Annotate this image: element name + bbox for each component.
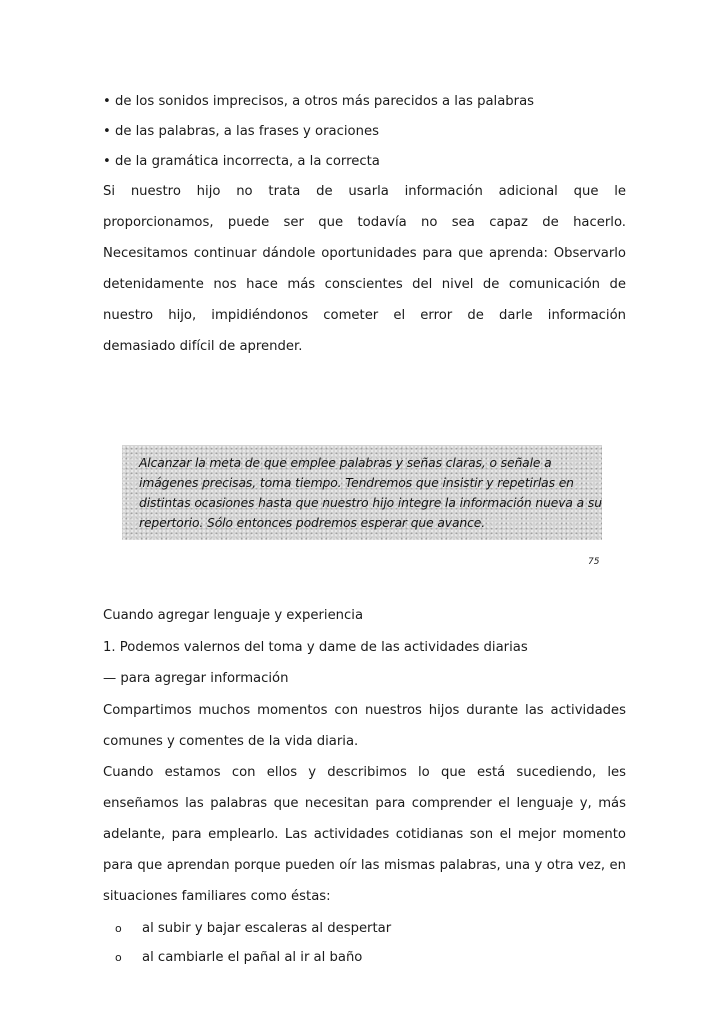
numbered-point: 1. Podemos valernos del toma y dame de las actividades diarias	[103, 640, 528, 655]
paragraph-line: comunes y comentes de la vida diaria.	[103, 734, 359, 749]
sub-list-text: al cambiarle el pañal al ir al baño	[142, 950, 363, 965]
callout-line: Alcanzar la meta de que emplee palabras y señas claras, o señale a	[139, 456, 552, 470]
paragraph-line: adelante, para emplearlo. Las actividades cotidianas son el mejor momento	[103, 827, 626, 842]
point-subtitle: — para agregar información	[103, 671, 289, 686]
paragraph-line: demasiado difícil de aprender.	[103, 339, 303, 354]
bullet-item: • de las palabras, a las frases y oraciones	[103, 124, 379, 139]
callout-line: imágenes precisas, toma tiempo. Tendremos que insistir y repetirlas en	[139, 476, 574, 490]
callout-line: distintas ocasiones hasta que nuestro hijo integre la información nueva a su	[139, 496, 602, 510]
callout-line: repertorio. Sólo entonces podremos esperar que avance.	[139, 516, 486, 530]
bullet-item: • de la gramática incorrecta, a la correcta	[103, 154, 380, 169]
section-title: Cuando agregar lenguaje y experiencia	[103, 608, 364, 623]
callout-box	[122, 445, 602, 540]
paragraph-line: Compartimos muchos momentos con nuestros hijos durante las actividades	[103, 703, 626, 718]
circle-bullet-icon: o	[115, 922, 122, 935]
paragraph-line: enseñamos las palabras que necesitan para comprender el lenguaje y, más	[103, 796, 626, 811]
sub-list-text: al subir y bajar escaleras al despertar	[142, 921, 392, 936]
circle-bullet-icon: o	[115, 951, 122, 964]
bullet-item: • de los sonidos imprecisos, a otros más parecidos a las palabras	[103, 94, 535, 109]
paragraph-line: para que aprendan porque pueden oír las mismas palabras, una y otra vez, en	[103, 858, 626, 873]
paragraph-line: Necesitamos continuar dándole oportunidades para que aprenda: Observarlo	[103, 246, 626, 261]
sub-list-item	[115, 949, 615, 967]
paragraph-line: nuestro hijo, impidiéndonos cometer el error de darle información	[103, 308, 626, 323]
paragraph-line: situaciones familiares como éstas:	[103, 889, 331, 904]
page-number: 75	[588, 557, 600, 567]
paragraph-line: Si nuestro hijo no trata de usarla información adicional que le	[103, 184, 626, 199]
paragraph-line: detenidamente nos hace más conscientes del nivel de comunicación de	[103, 277, 626, 292]
paragraph-line: Cuando estamos con ellos y describimos lo que está sucediendo, les	[103, 765, 626, 780]
sub-list-item	[115, 920, 615, 938]
paragraph-line: proporcionamos, puede ser que todavía no sea capaz de hacerlo.	[103, 215, 626, 230]
